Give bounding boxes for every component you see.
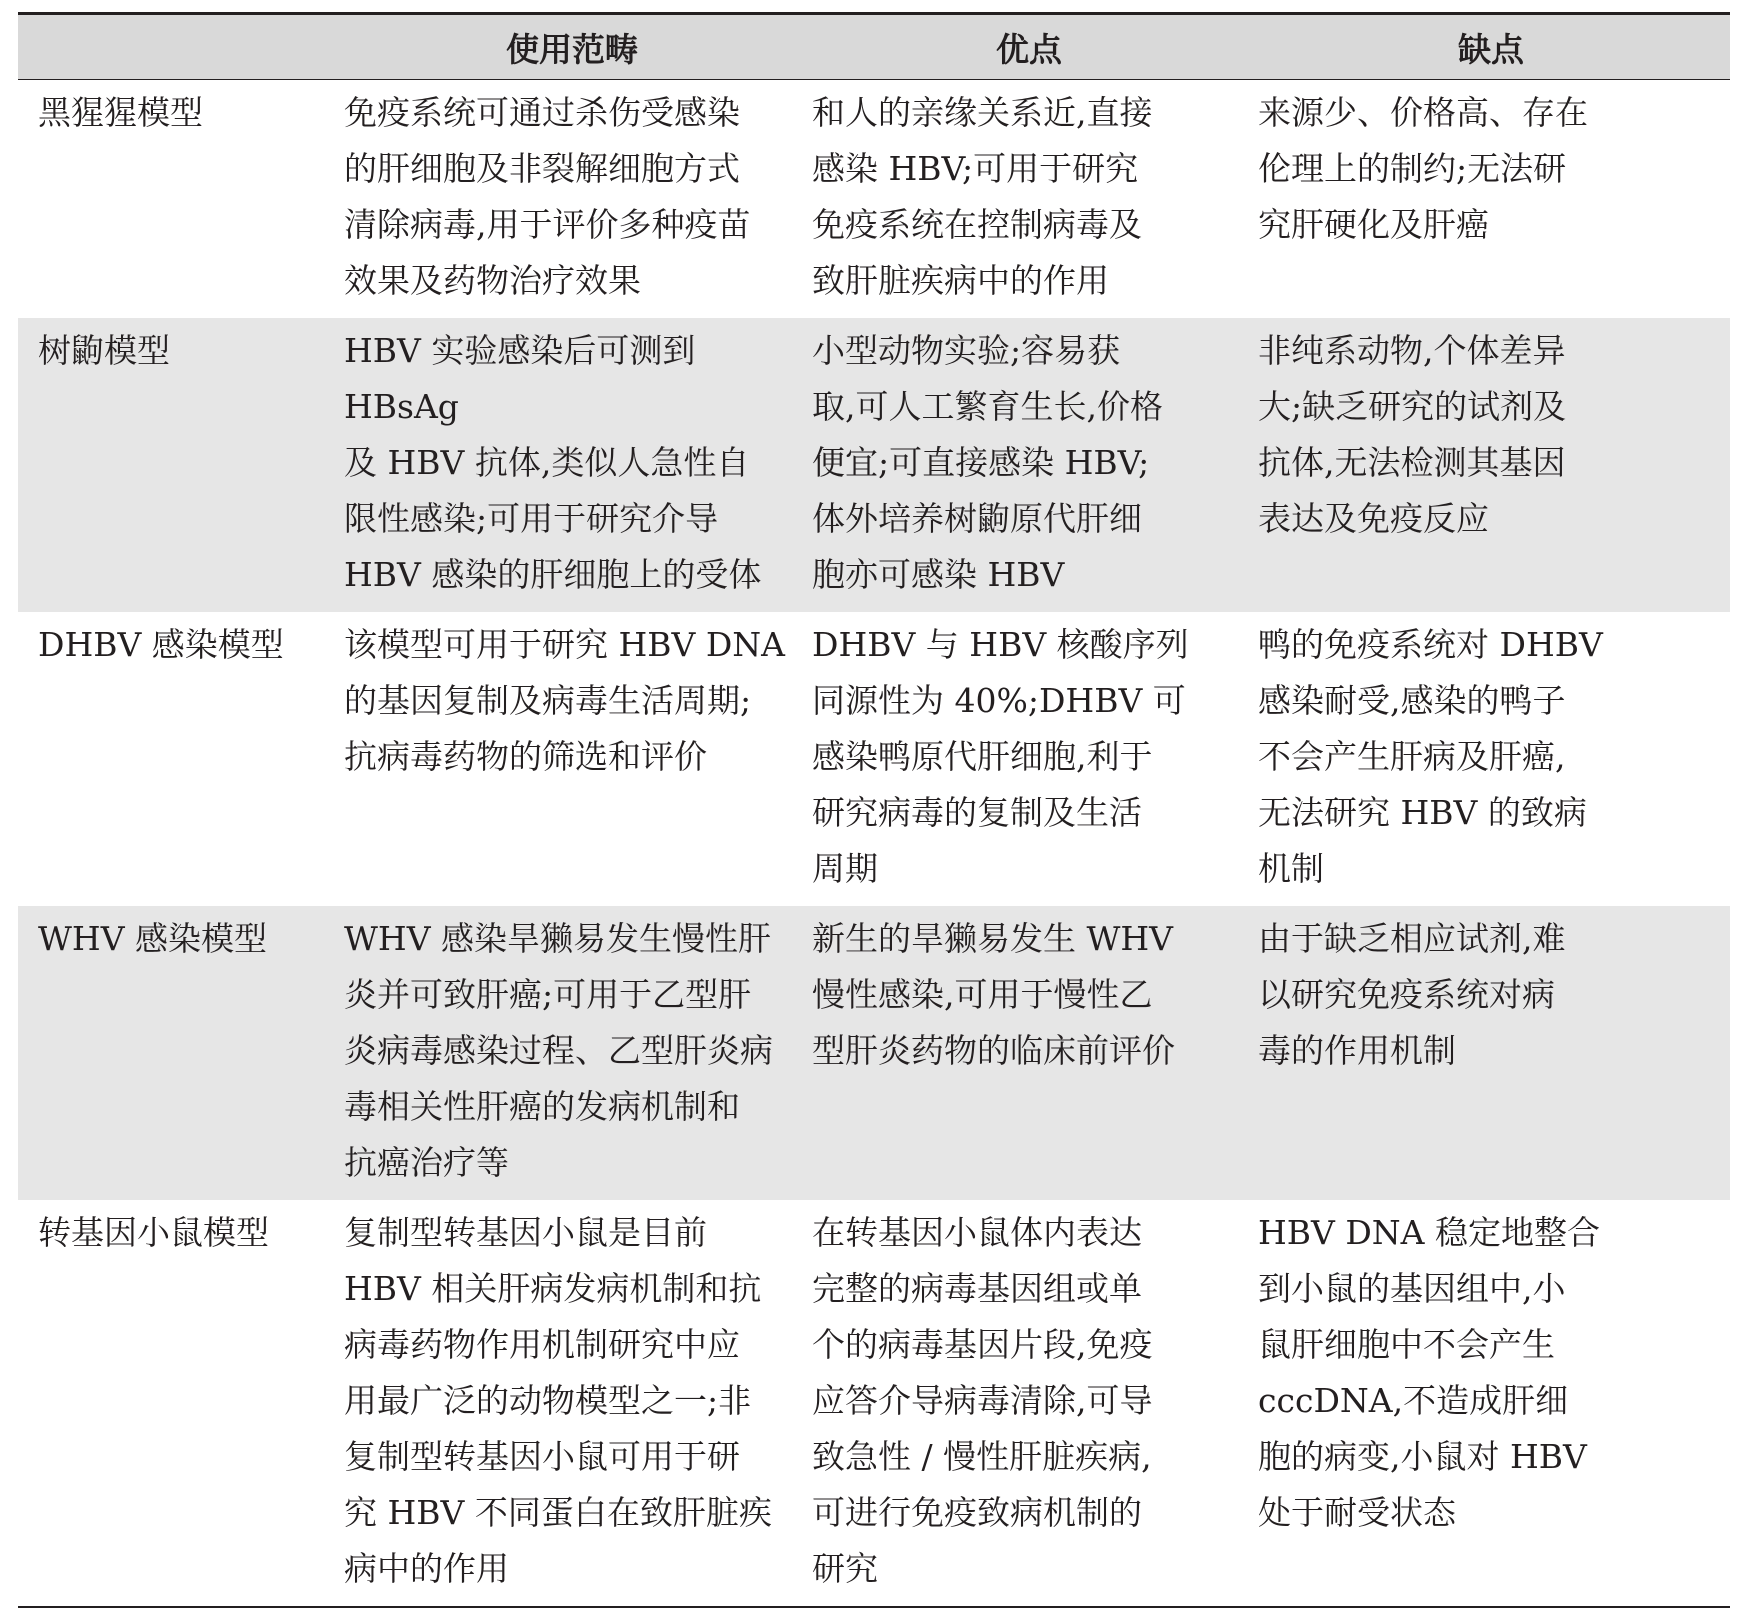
model-name-cell: 黑猩猩模型 [38,93,203,132]
header-disadvantages: 缺点 [1252,14,1730,80]
table-row [18,906,1730,1200]
table-row [18,1200,1730,1607]
scope-cell: HBV 实验感染后可测到 HBsAg 及 HBV 抗体,类似人急性自 限性感染;可用于研究介导 HBV 感染的肝细胞上的受体 [344,331,762,594]
header-model [18,14,338,80]
header-scope: 使用范畴 [338,14,806,80]
scope-cell: 复制型转基因小鼠是目前 HBV 相关肝病发病机制和抗 病毒药物作用机制研究中应 用最广泛的动物模型之一;非 复制型转基因小鼠可用于研 究 HBV 不同蛋白在致肝脏疾 病中的作用 [338,1200,806,1607]
disadvantages-cell: 由于缺乏相应试剂,难 以研究免疫系统对病 毒的作用机制 [1258,919,1566,1070]
advantages-cell: 新生的旱獭易发生 WHV 慢性感染,可用于慢性乙 型肝炎药物的临床前评价 [812,919,1175,1070]
table-row [18,80,1730,319]
advantages-cell: 在转基因小鼠体内表达 完整的病毒基因组或单 个的病毒基因片段,免疫 应答介导病毒清除,可导 致急性 / 慢性肝脏疾病, 可进行免疫致病机制的 研究 [806,1200,1252,1607]
table-header-row [18,14,1730,80]
disadvantages-cell: 来源少、价格高、存在 伦理上的制约;无法研 究肝硬化及肝癌 [1258,93,1588,244]
advantages-cell: DHBV 与 HBV 核酸序列 同源性为 40%;DHBV 可 感染鸭原代肝细胞,利于 研究病毒的复制及生活 周期 [812,625,1189,888]
advantages-cell: 和人的亲缘关系近,直接 感染 HBV;可用于研究 免疫系统在控制病毒及 致肝脏疾病中的作用 [812,93,1153,300]
scope-cell: 免疫系统可通过杀伤受感染 的肝细胞及非裂解细胞方式 清除病毒,用于评价多种疫苗 效果及药物治疗效果 [344,93,751,300]
advantages-cell: 小型动物实验;容易获 取,可人工繁育生长,价格 便宜;可直接感染 HBV; 体外培养树鼩原代肝细 胞亦可感染 HBV [812,331,1163,594]
model-name-cell: 树鼩模型 [38,331,170,370]
model-name-cell: WHV 感染模型 [38,919,268,958]
comparison-table [18,12,1730,1608]
disadvantages-cell: 鸭的免疫系统对 DHBV 感染耐受,感染的鸭子 不会产生肝病及肝癌, 无法研究 HBV 的致病 机制 [1258,625,1603,888]
table-row [18,318,1730,612]
scope-cell: WHV 感染旱獭易发生慢性肝 炎并可致肝癌;可用于乙型肝 炎病毒感染过程、乙型肝炎病 毒相关性肝癌的发病机制和 抗癌治疗等 [344,919,773,1182]
hbv-model-comparison-table [18,12,1730,1608]
model-name-cell: DHBV 感染模型 [38,625,284,664]
disadvantages-cell: 非纯系动物,个体差异 大;缺乏研究的试剂及 抗体,无法检测其基因 表达及免疫反应 [1258,331,1567,538]
header-advantages: 优点 [806,14,1252,80]
table-row [18,612,1730,906]
disadvantages-cell: HBV DNA 稳定地整合 到小鼠的基因组中,小 鼠肝细胞中不会产生 cccDNA,不造成肝细 胞的病变,小鼠对 HBV 处于耐受状态 [1252,1200,1730,1607]
scope-cell: 该模型可用于研究 HBV DNA 的基因复制及病毒生活周期; 抗病毒药物的筛选和评价 [344,625,786,776]
model-name-cell: 转基因小鼠模型 [18,1200,338,1607]
